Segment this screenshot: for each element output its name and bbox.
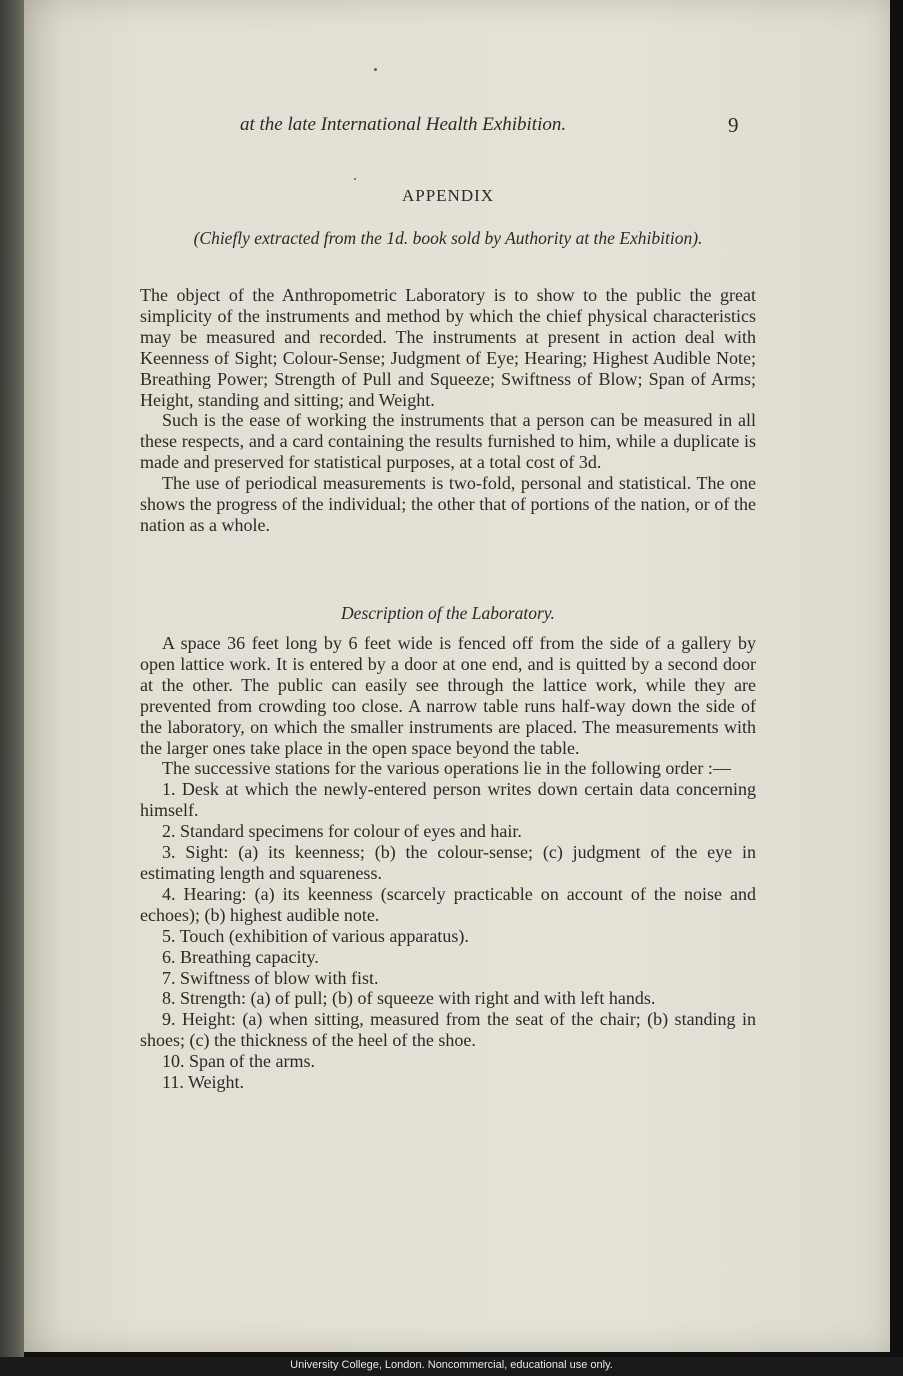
list-item: 6. Breathing capacity. xyxy=(162,946,319,967)
stations-list xyxy=(140,779,756,1093)
intro-paragraph-3: The use of periodical measurements is two-fold, personal and statistical. The one shows the progress of the individual; the other that of portions of the nation, or of the nation as a whole. xyxy=(140,473,756,535)
description-section xyxy=(140,633,756,1093)
list-item: 7. Swiftness of blow with fist. xyxy=(162,967,379,988)
description-paragraph-2: The successive stations for the various operations lie in the following order :— xyxy=(162,758,731,779)
list-item: 9. Height: (a) when sitting, measured from the seat of the chair; (b) standing in shoes; (c) the thickness of the heel of the shoe. xyxy=(140,1009,756,1051)
list-item: 4. Hearing: (a) its keenness (scarcely practicable on account of the noise and echoes); (b) highest audible note. xyxy=(140,883,756,925)
paper-speck xyxy=(374,68,377,71)
list-item: 3. Sight: (a) its keenness; (b) the colour-sense; (c) judgment of the eye in estimating length and squareness. xyxy=(140,842,756,883)
list-item: 5. Touch (exhibition of various apparatus). xyxy=(162,925,469,946)
section-title: Description of the Laboratory. xyxy=(341,603,555,623)
description-paragraph-1: A space 36 feet long by 6 feet wide is fenced off from the side of a gallery by open lattice work. It is entered by a door at one end, and is quitted by a second door at the other. The public can easily see through the lattice work, while they are prevented from crowding too close. A narrow table runs half-way down the side of the laboratory, on which the smaller instruments are placed. The measurements with the larger ones take place in the open space beyond the table. xyxy=(140,633,756,758)
intro-section xyxy=(140,285,756,536)
page-number: 9 xyxy=(728,113,739,137)
paper-speck xyxy=(354,178,356,180)
book-spine xyxy=(0,0,24,1357)
list-item: 8. Strength: (a) of pull; (b) of squeeze with right and with left hands. xyxy=(162,988,656,1009)
appendix-subtitle: (Chiefly extracted from the 1d. book sold by Authority at the Exhibition). xyxy=(193,228,703,248)
list-item: 2. Standard specimens for colour of eyes and hair. xyxy=(162,821,522,842)
copyright-footer: University College, London. Noncommercial, educational use only. xyxy=(290,1359,613,1371)
list-item: 11. Weight. xyxy=(162,1072,245,1093)
intro-paragraph-1: The object of the Anthropometric Laboratory is to show to the public the great simplicity of the instruments and method by which the chief physical characteristics may be measured and recorded. The instruments at present in action deal with Keenness of Sight; Colour-Sense; Judgment of Eye; Hearing; Highest Audible Note; Breathing Power; Strength of Pull and Squeeze; Swiftness of Blow; Span of Arms; Height, standing and sitting; and Weight. xyxy=(140,285,756,410)
intro-paragraph-2: Such is the ease of working the instruments that a person can be measured in all these respects, and a card containing the results furnished to him, while a duplicate is made and preserved for statistical purposes, at a total cost of 3d. xyxy=(140,410,756,473)
list-item: 1. Desk at which the newly-entered person writes down certain data concerning himself. xyxy=(140,779,756,821)
list-item: 10. Span of the arms. xyxy=(162,1051,315,1072)
running-head: at the late International Health Exhibition. xyxy=(240,114,567,135)
appendix-heading: APPENDIX xyxy=(401,186,495,205)
